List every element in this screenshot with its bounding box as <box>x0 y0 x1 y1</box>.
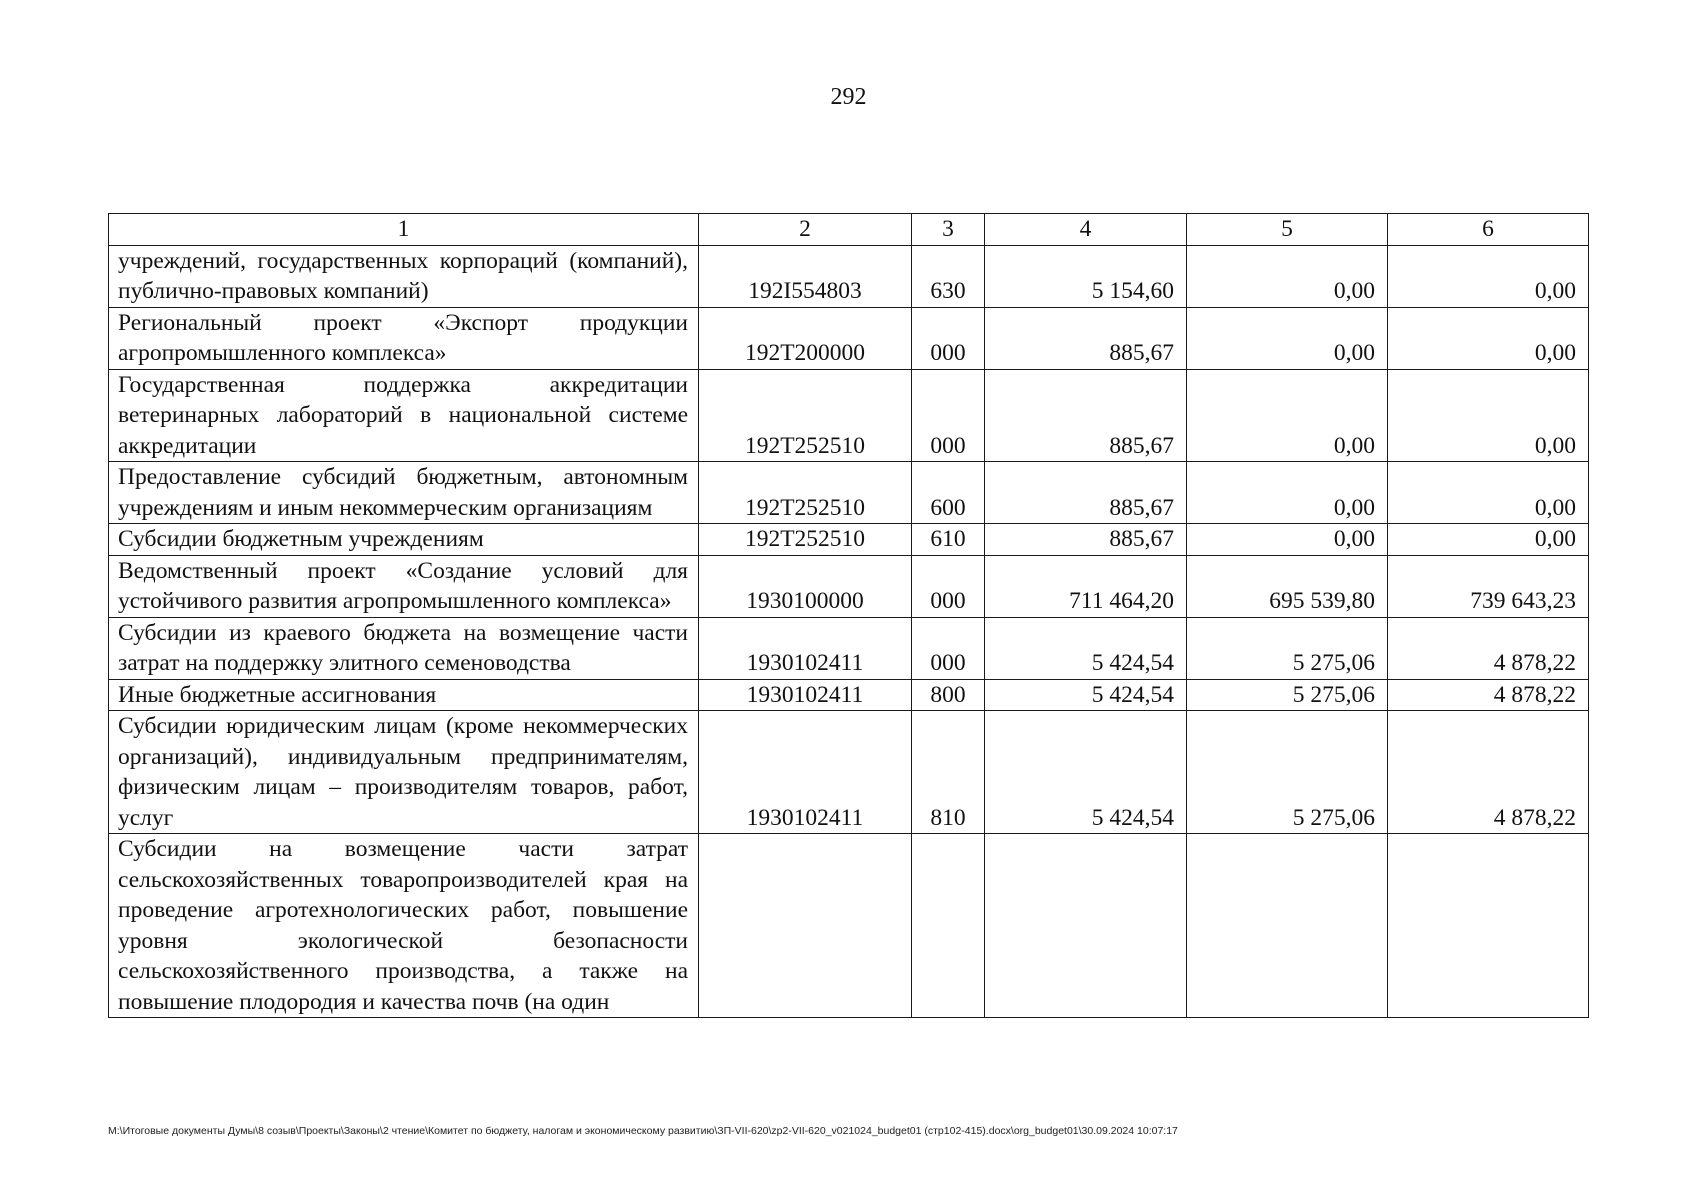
column-header: 3 <box>912 214 985 246</box>
row-value-cell: 5 275,06 <box>1187 617 1388 679</box>
row-name-cell: Субсидии юридическим лицам (кроме некоммерческих организаций), индивидуальным предпринимателям, физическим лицам – производителям товаров, работ, услуг <box>109 711 699 834</box>
row-type-cell: 600 <box>912 462 985 524</box>
row-value-cell: 739 643,23 <box>1388 555 1589 617</box>
row-code-cell: 192Т200000 <box>699 307 912 369</box>
row-value-cell <box>1187 834 1388 1018</box>
row-value-cell: 5 275,06 <box>1187 679 1388 711</box>
row-name-cell: Субсидии из краевого бюджета на возмещение части затрат на поддержку элитного семеноводства <box>109 617 699 679</box>
row-value-cell: 695 539,80 <box>1187 555 1388 617</box>
row-value-cell: 0,00 <box>1388 462 1589 524</box>
row-type-cell: 000 <box>912 555 985 617</box>
row-name-cell: Государственная поддержка аккредитации ветеринарных лабораторий в национальной системе аккредитации <box>109 369 699 462</box>
row-type-cell: 000 <box>912 617 985 679</box>
table-row <box>109 711 1589 834</box>
row-value-cell: 4 878,22 <box>1388 679 1589 711</box>
row-type-cell <box>912 834 985 1018</box>
column-header: 6 <box>1388 214 1589 246</box>
page-number: 292 <box>830 84 867 110</box>
row-type-cell: 000 <box>912 307 985 369</box>
row-name-cell: Иные бюджетные ассигнования <box>109 679 699 711</box>
row-type-cell: 810 <box>912 711 985 834</box>
row-code-cell: 1930102411 <box>699 711 912 834</box>
row-name-cell: Предоставление субсидий бюджетным, автономным учреждениям и иным некоммерческим организациям <box>109 462 699 524</box>
row-value-cell <box>985 834 1187 1018</box>
column-header: 4 <box>985 214 1187 246</box>
row-value-cell: 885,67 <box>985 524 1187 556</box>
file-path-footer: М:\Итоговые документы Думы\8 созыв\Проекты\Законы\2 чтение\Комитет по бюджету, налогам и экономическому развитию\ЗП-VII-620\zp2-VII-620_v021024_budget01 (стр102-415).docx\org_budget01\30.09.2024 10:07:17 <box>108 1125 1178 1137</box>
table-row <box>109 369 1589 462</box>
row-value-cell: 4 878,22 <box>1388 617 1589 679</box>
table-row <box>109 524 1589 556</box>
table-row <box>109 307 1589 369</box>
budget-table <box>108 213 1589 1018</box>
row-value-cell: 5 424,54 <box>985 679 1187 711</box>
row-value-cell: 0,00 <box>1388 245 1589 307</box>
row-value-cell: 885,67 <box>985 307 1187 369</box>
row-name-cell: учреждений, государственных корпораций (компаний), публично-правовых компаний) <box>109 245 699 307</box>
row-code-cell: 1930102411 <box>699 617 912 679</box>
row-value-cell: 885,67 <box>985 369 1187 462</box>
row-code-cell: 192I554803 <box>699 245 912 307</box>
table-row <box>109 462 1589 524</box>
row-value-cell: 885,67 <box>985 462 1187 524</box>
row-type-cell: 610 <box>912 524 985 556</box>
row-value-cell: 0,00 <box>1187 524 1388 556</box>
table-header-row <box>109 214 1589 246</box>
row-name-cell: Субсидии на возмещение части затрат сельскохозяйственных товаропроизводителей края на проведение агротехнологических работ, повышение уровня экологической безопасности сельскохозяйственного производства, а также на повышение плодородия и качества почв (на один <box>109 834 699 1018</box>
row-value-cell: 4 878,22 <box>1388 711 1589 834</box>
table-body <box>109 245 1589 1018</box>
row-value-cell: 0,00 <box>1187 307 1388 369</box>
row-type-cell: 800 <box>912 679 985 711</box>
row-value-cell <box>1388 834 1589 1018</box>
table-row <box>109 834 1589 1018</box>
row-name-cell: Ведомственный проект «Создание условий для устойчивого развития агропромышленного комплекса» <box>109 555 699 617</box>
row-value-cell: 0,00 <box>1388 369 1589 462</box>
table-row <box>109 245 1589 307</box>
row-code-cell: 1930102411 <box>699 679 912 711</box>
row-value-cell: 5 424,54 <box>985 617 1187 679</box>
row-value-cell: 0,00 <box>1187 369 1388 462</box>
row-code-cell: 1930100000 <box>699 555 912 617</box>
row-value-cell: 0,00 <box>1187 462 1388 524</box>
row-code-cell: 192Т252510 <box>699 462 912 524</box>
row-value-cell: 0,00 <box>1388 524 1589 556</box>
table-row <box>109 617 1589 679</box>
row-code-cell: 192Т252510 <box>699 369 912 462</box>
row-value-cell: 0,00 <box>1187 245 1388 307</box>
row-value-cell: 711 464,20 <box>985 555 1187 617</box>
row-value-cell: 5 275,06 <box>1187 711 1388 834</box>
row-value-cell: 5 154,60 <box>985 245 1187 307</box>
table-row <box>109 679 1589 711</box>
row-type-cell: 630 <box>912 245 985 307</box>
row-code-cell: 192Т252510 <box>699 524 912 556</box>
column-header: 5 <box>1187 214 1388 246</box>
row-value-cell: 0,00 <box>1388 307 1589 369</box>
row-value-cell: 5 424,54 <box>985 711 1187 834</box>
column-header: 1 <box>109 214 699 246</box>
row-type-cell: 000 <box>912 369 985 462</box>
row-name-cell: Субсидии бюджетным учреждениям <box>109 524 699 556</box>
row-code-cell <box>699 834 912 1018</box>
table-row <box>109 555 1589 617</box>
column-header: 2 <box>699 214 912 246</box>
row-name-cell: Региональный проект «Экспорт продукции агропромышленного комплекса» <box>109 307 699 369</box>
